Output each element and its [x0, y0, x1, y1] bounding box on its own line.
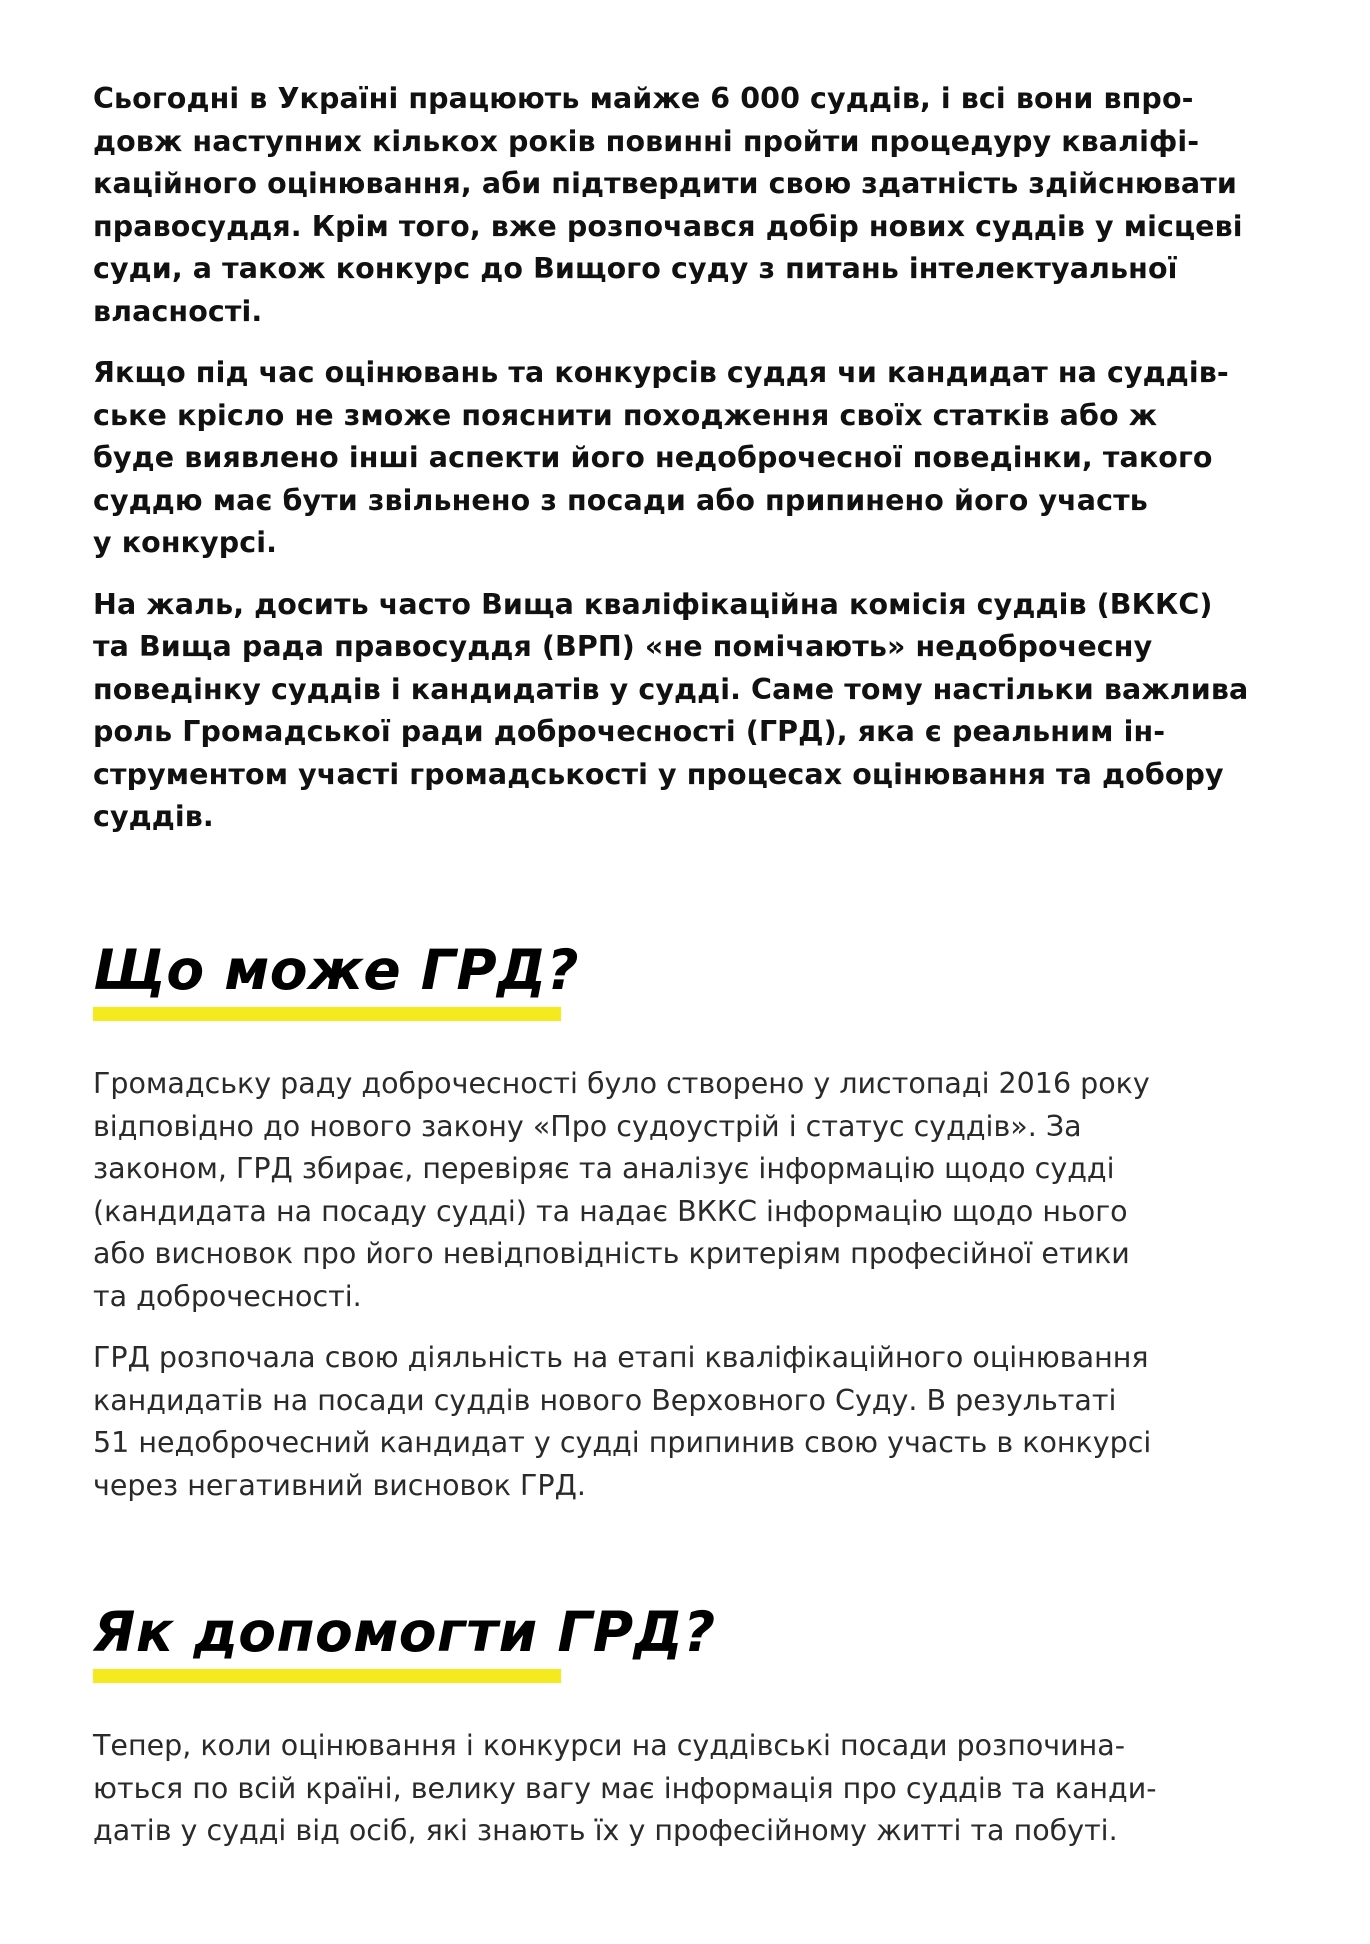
section-heading-block: [93, 1597, 716, 1683]
intro-block: [93, 78, 1293, 858]
section-what-can-grd: [93, 935, 1293, 1526]
body-paragraph: ГРД розпочала свою діяльність на етапі кваліфікаційного оцінювання кандидатів на посади суддів нового Верховного Суду. В результаті 51 недоброчесний кандидат у судді припинив свою участь в конкурсі через негативний висновок ГРД.: [93, 1341, 1152, 1502]
intro-paragraph: Сьогодні в Україні працюють майже 6 000 суддів, і всі вони впро- довж наступних кількох років повинні пройти процедуру кваліфі- каційного оцінювання, аби підтвердити свою здатність здійснювати правосуддя. Крім того, вже розпочався добір нових суддів у місцеві суди, а також конкурс до Вищого суду з питань інтелектуальної власності.: [93, 82, 1243, 328]
section-body: [93, 1063, 1293, 1507]
body-paragraph: Громадську раду доброчесності було створено у листопаді 2016 року відповідно до нового закону «Про судоустрій і статус суддів». За законом, ГРД збирає, перевіряє та аналізує інформацію щодо судді (кандидата на посаду судді) та надає ВККС інформацію щодо нього або висновок про його невідповідність критеріям професійної етики та доброчесності.: [93, 1067, 1150, 1313]
section-body: [93, 1725, 1293, 1853]
intro-paragraph: Якщо під час оцінювань та конкурсів суддя чи кандидат на суддів- ське крісло не зможе пояснити походження своїх статків або ж буде виявлено інші аспекти його недоброчесної поведінки, такого суддю має бути звільнено з посади або припинено його участь у конкурсі.: [93, 356, 1229, 559]
section-how-to-help-grd: [93, 1597, 1293, 1872]
heading-underline: [93, 1007, 561, 1021]
section-heading: Що може ГРД?: [93, 938, 580, 1002]
intro-paragraph: На жаль, досить часто Вища кваліфікаційна комісія суддів (ВККС) та Вища рада правосуддя (ВРП) «не помічають» недоброчесну поведінку суддів і кандидатів у судді. Саме тому настільки важлива роль Громадської ради доброчесності (ГРД), яка є реальним ін- струментом участі громадськості у процесах оцінювання та добору суддів.: [93, 587, 1249, 833]
heading-underline: [93, 1669, 561, 1683]
section-heading: Як допомогти ГРД?: [93, 1600, 716, 1664]
body-paragraph: Тепер, коли оцінювання і конкурси на суддівські посади розпочина- ються по всій країні, велику вагу має інформація про суддів та канди- датів у судді від осіб, які знають їх у професійному житті та побуті.: [93, 1729, 1157, 1847]
section-heading-block: [93, 935, 579, 1021]
